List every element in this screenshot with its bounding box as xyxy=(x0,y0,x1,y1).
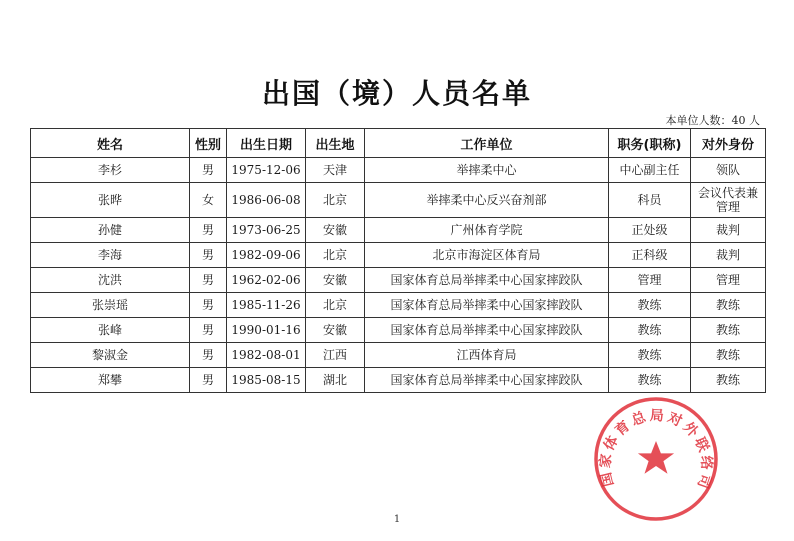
cell-external-role: 教练 xyxy=(691,343,766,368)
cell-name: 张晔 xyxy=(31,183,190,218)
cell-work-unit: 北京市海淀区体育局 xyxy=(365,243,609,268)
cell-gender: 男 xyxy=(190,218,227,243)
cell-work-unit: 国家体育总局举摔柔中心国家摔跤队 xyxy=(365,318,609,343)
cell-birthplace: 江西 xyxy=(306,343,365,368)
cell-name: 沈洪 xyxy=(31,268,190,293)
cell-birth-date: 1985-11-26 xyxy=(227,293,306,318)
cell-work-unit: 举摔柔中心 xyxy=(365,158,609,183)
cell-position: 教练 xyxy=(609,293,691,318)
cell-gender: 男 xyxy=(190,343,227,368)
table-row xyxy=(31,343,766,368)
cell-birth-date: 1985-08-15 xyxy=(227,368,306,393)
cell-position: 管理 xyxy=(609,268,691,293)
table-row xyxy=(31,293,766,318)
cell-birth-date: 1962-02-06 xyxy=(227,268,306,293)
cell-birthplace: 天津 xyxy=(306,158,365,183)
cell-gender: 男 xyxy=(190,368,227,393)
cell-gender: 男 xyxy=(190,268,227,293)
cell-work-unit: 国家体育总局举摔柔中心国家摔跤队 xyxy=(365,293,609,318)
cell-external-role: 教练 xyxy=(691,318,766,343)
cell-birthplace: 湖北 xyxy=(306,368,365,393)
cell-birthplace: 北京 xyxy=(306,243,365,268)
cell-external-role: 教练 xyxy=(691,368,766,393)
cell-birth-date: 1975-12-06 xyxy=(227,158,306,183)
cell-birth-date: 1973-06-25 xyxy=(227,218,306,243)
cell-name: 张峰 xyxy=(31,318,190,343)
cell-work-unit: 国家体育总局举摔柔中心国家摔跤队 xyxy=(365,268,609,293)
cell-birthplace: 北京 xyxy=(306,183,365,218)
header-name: 姓名 xyxy=(31,129,190,158)
page-number: 1 xyxy=(393,514,401,525)
cell-name: 李海 xyxy=(31,243,190,268)
table-header-row xyxy=(31,129,766,158)
cell-external-role: 教练 xyxy=(691,293,766,318)
cell-external-role: 裁判 xyxy=(691,243,766,268)
cell-position: 正科级 xyxy=(609,243,691,268)
cell-gender: 男 xyxy=(190,243,227,268)
cell-birth-date: 1990-01-16 xyxy=(227,318,306,343)
cell-birth-date: 1982-09-06 xyxy=(227,243,306,268)
official-seal xyxy=(590,393,722,525)
cell-name: 李杉 xyxy=(31,158,190,183)
cell-birthplace: 北京 xyxy=(306,293,365,318)
table-row xyxy=(31,183,766,218)
cell-position: 教练 xyxy=(609,343,691,368)
cell-birth-date: 1986-06-08 xyxy=(227,183,306,218)
header-gender: 性别 xyxy=(190,129,227,158)
cell-gender: 男 xyxy=(190,293,227,318)
cell-position: 科员 xyxy=(609,183,691,218)
header-birthplace: 出生地 xyxy=(306,129,365,158)
cell-birthplace: 安徽 xyxy=(306,318,365,343)
cell-position: 中心副主任 xyxy=(609,158,691,183)
table-row xyxy=(31,318,766,343)
cell-position: 正处级 xyxy=(609,218,691,243)
cell-name: 黎淑金 xyxy=(31,343,190,368)
page-title: 出国（境）人员名单 xyxy=(261,77,532,110)
table-row xyxy=(31,268,766,293)
star-icon xyxy=(638,441,674,474)
cell-work-unit: 举摔柔中心反兴奋剂部 xyxy=(365,183,609,218)
cell-birthplace: 安徽 xyxy=(306,218,365,243)
cell-gender: 男 xyxy=(190,158,227,183)
cell-gender: 男 xyxy=(190,318,227,343)
seal-text-path: 国家体育总局对外联络司 xyxy=(597,407,715,494)
cell-work-unit: 江西体育局 xyxy=(365,343,609,368)
header-position: 职务(职称) xyxy=(609,129,691,158)
cell-name: 张崇瑶 xyxy=(31,293,190,318)
personnel-table xyxy=(30,128,766,393)
header-external-role: 对外身份 xyxy=(691,129,766,158)
header-work-unit: 工作单位 xyxy=(365,129,609,158)
cell-birthplace: 安徽 xyxy=(306,268,365,293)
cell-position: 教练 xyxy=(609,318,691,343)
cell-name: 郑攀 xyxy=(31,368,190,393)
unit-count: 本单位人数：40 人 xyxy=(665,114,760,127)
cell-external-role: 领队 xyxy=(691,158,766,183)
table-row xyxy=(31,243,766,268)
cell-birth-date: 1982-08-01 xyxy=(227,343,306,368)
cell-external-role: 管理 xyxy=(691,268,766,293)
cell-external-role: 裁判 xyxy=(691,218,766,243)
cell-work-unit: 广州体育学院 xyxy=(365,218,609,243)
table-row xyxy=(31,368,766,393)
cell-name: 孙健 xyxy=(31,218,190,243)
table-row xyxy=(31,218,766,243)
cell-gender: 女 xyxy=(190,183,227,218)
header-birth-date: 出生日期 xyxy=(227,129,306,158)
cell-position: 教练 xyxy=(609,368,691,393)
cell-external-role: 会议代表兼管理 xyxy=(691,183,766,218)
cell-work-unit: 国家体育总局举摔柔中心国家摔跤队 xyxy=(365,368,609,393)
table-row xyxy=(31,158,766,183)
